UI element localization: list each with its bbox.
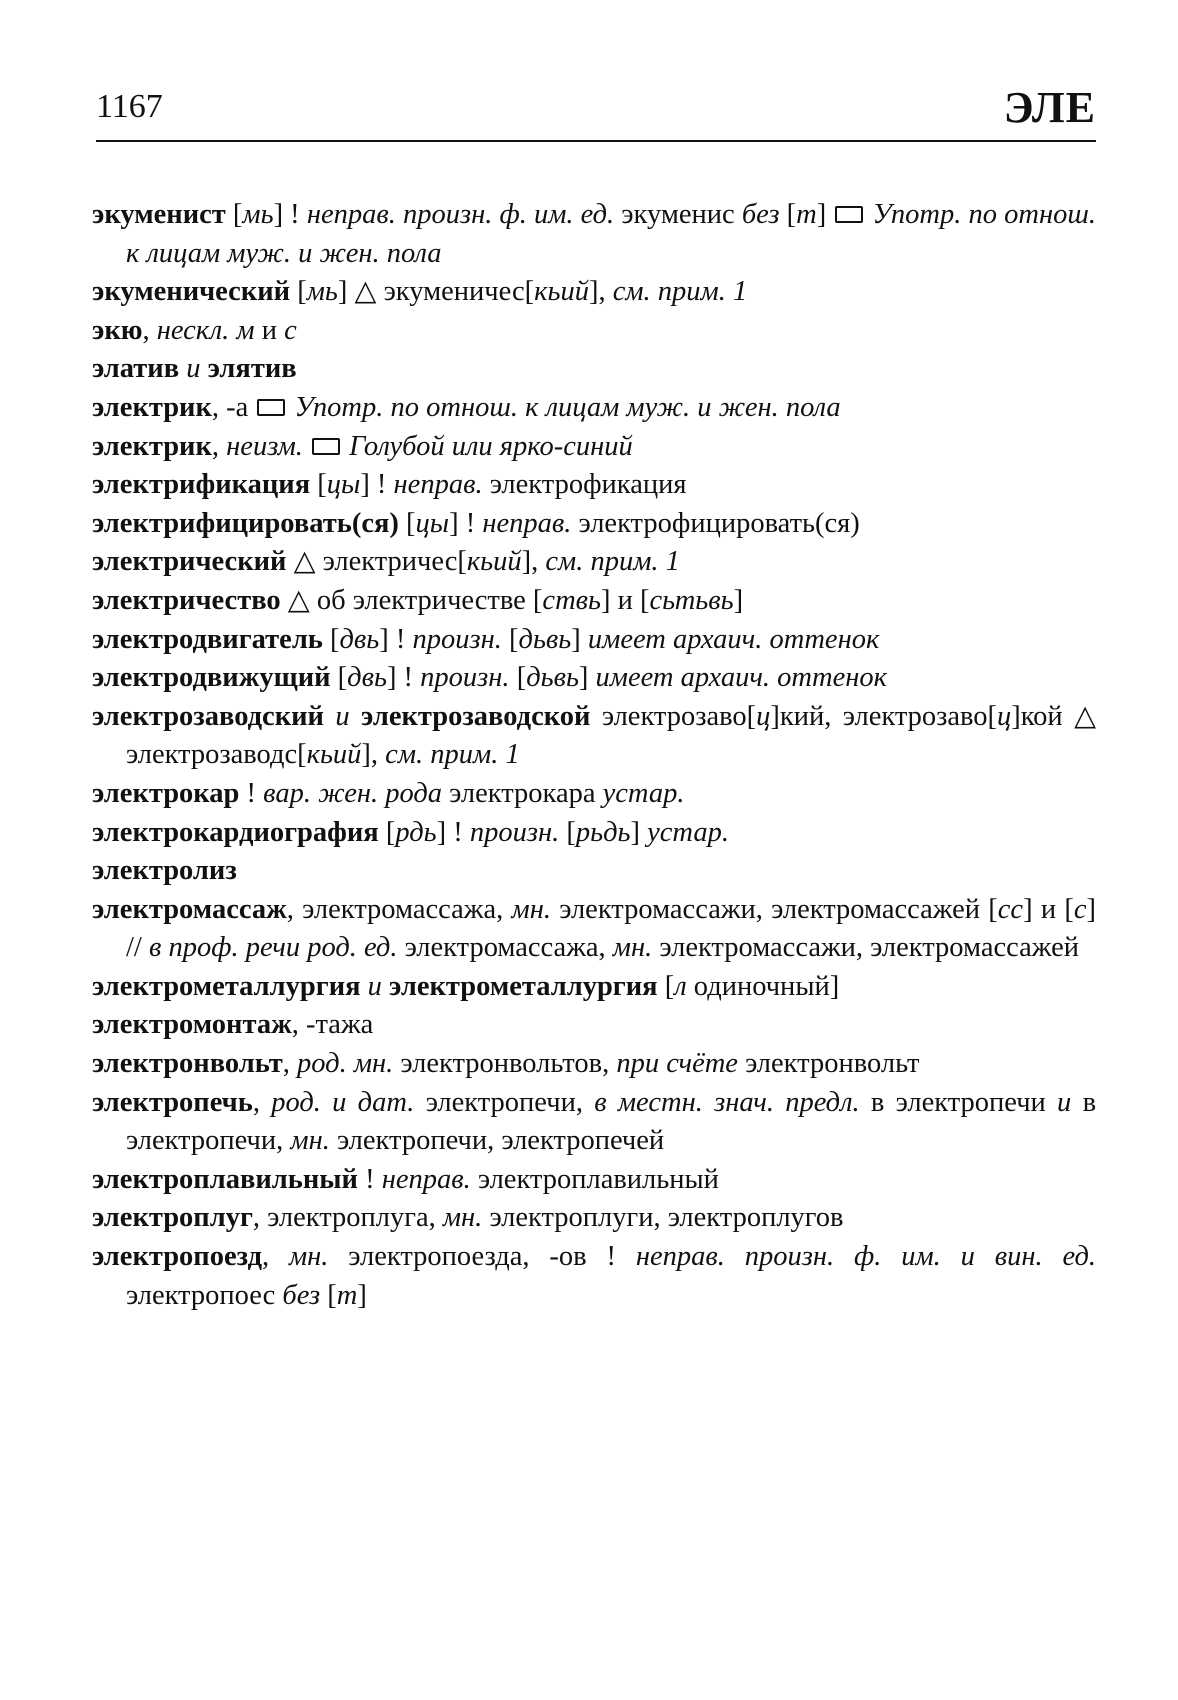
entry-text: ] и [ xyxy=(1023,893,1074,925)
dictionary-entry xyxy=(92,312,1096,351)
entry-text: [ xyxy=(559,816,576,848)
label-italic: неправ. произн. ф. им. ед. xyxy=(306,199,615,230)
label-italic: с xyxy=(1073,893,1087,925)
entry-text: ] // xyxy=(126,893,1096,964)
label-italic: и xyxy=(360,970,390,1002)
label-italic: в местн. знач. предл. xyxy=(594,1086,860,1118)
entry-text: ], xyxy=(361,739,386,771)
label-italic: в проф. речи род. ед. xyxy=(148,932,398,964)
entry-text: ] ! xyxy=(449,507,483,539)
entry-text: [ xyxy=(657,970,675,1002)
headword: электромассаж xyxy=(92,893,287,925)
entry-text: ] и [ xyxy=(601,584,650,616)
entry-text: одиночный] xyxy=(686,970,840,1002)
entry-text: ]кий, электрозаво[ xyxy=(770,700,998,732)
label-italic: ц xyxy=(756,700,771,732)
usage-note-box-icon xyxy=(835,206,863,223)
dictionary-entries xyxy=(92,196,1096,1315)
headword: электрический xyxy=(92,546,287,578)
label-italic: Употр. по отнош. к лицам муж. и жен. пола xyxy=(126,199,1096,269)
entry-text: ], xyxy=(588,276,613,308)
headword: электрокардиография xyxy=(92,816,379,848)
label-italic: неизм. xyxy=(226,430,303,462)
dictionary-entry xyxy=(92,775,1096,814)
dictionary-entry xyxy=(92,891,1096,968)
label-italic: цы xyxy=(326,469,361,501)
label-italic: т xyxy=(336,1279,358,1311)
label-italic: см. прим. 1 xyxy=(612,276,748,308)
label-italic: ц xyxy=(997,700,1012,732)
entry-text: [ xyxy=(225,199,243,230)
entry-text: ] ! xyxy=(386,662,421,694)
headword: электропечь xyxy=(92,1086,253,1118)
label-italic: мн. xyxy=(612,932,653,964)
headword: электронвольт xyxy=(92,1048,283,1080)
entry-text: [ xyxy=(322,623,340,655)
headword: электромонтаж xyxy=(92,1009,292,1041)
label-italic: имеет архаич. оттенок xyxy=(595,662,887,694)
label-italic: с xyxy=(284,314,297,346)
entry-text: электрофицировать(ся) xyxy=(571,507,860,539)
entry-text: [ xyxy=(509,662,527,694)
label-italic: род. и дат. xyxy=(271,1086,415,1118)
dictionary-entry xyxy=(92,273,1096,312)
entry-text: ] xyxy=(578,662,596,694)
entry-text: ] xyxy=(733,584,744,616)
dictionary-entry xyxy=(92,1199,1096,1238)
entry-text: электромассажа, xyxy=(397,932,613,964)
entry-text: [ xyxy=(398,507,416,539)
label-italic: мн. xyxy=(290,1125,330,1157)
entry-text: , xyxy=(252,1086,272,1118)
label-italic: без xyxy=(282,1279,321,1311)
entry-text: электропоес xyxy=(126,1279,283,1311)
entry-text: электропоезда, -ов ! xyxy=(328,1241,636,1273)
entry-text: ] ! xyxy=(360,469,394,501)
label-italic: нескл. м xyxy=(156,314,255,346)
label-italic: имеет архаич. оттенок xyxy=(587,623,880,655)
entry-text: электрокара xyxy=(442,777,603,809)
headword: электрификация xyxy=(92,469,311,501)
entry-text: [ xyxy=(378,816,396,848)
label-italic: дьвь xyxy=(526,662,579,694)
headword: элятив xyxy=(207,353,297,385)
entry-text: [ xyxy=(320,1279,337,1311)
entry-text: ] xyxy=(571,623,588,655)
label-italic: кьий xyxy=(306,739,362,771)
dictionary-entry xyxy=(92,814,1096,853)
entry-text: ] xyxy=(816,199,834,230)
entry-text: электронвольтов, xyxy=(393,1048,617,1080)
dictionary-entry xyxy=(92,852,1096,891)
label-italic: Голубой или ярко-синий xyxy=(342,430,633,462)
dictionary-entry xyxy=(92,1238,1096,1315)
dictionary-entry xyxy=(92,505,1096,544)
headword: электрик xyxy=(92,430,212,462)
entry-text: электромассажи, электромассажей xyxy=(652,932,1079,964)
running-head: ЭЛЕ xyxy=(1003,83,1096,132)
dictionary-entry xyxy=(92,698,1096,775)
label-italic: устар. xyxy=(647,816,729,848)
label-italic: мь xyxy=(242,199,274,230)
label-italic: л xyxy=(674,970,687,1002)
label-italic: ствь xyxy=(542,584,601,616)
entry-text: ] ! xyxy=(273,199,307,230)
headword: электрик xyxy=(92,391,212,423)
dictionary-entry xyxy=(92,1006,1096,1045)
entry-text: [ xyxy=(310,469,327,501)
label-italic: кьий xyxy=(466,546,522,578)
entry-text: электропечи, электропечей xyxy=(329,1125,665,1157)
headword: экуменический xyxy=(92,276,291,308)
headword: электропоезд xyxy=(92,1241,262,1273)
dictionary-entry xyxy=(92,350,1096,389)
dictionary-entry xyxy=(92,196,1096,273)
entry-text: , xyxy=(142,314,157,346)
entry-text: △ электричес[ xyxy=(286,546,467,578)
label-italic: цы xyxy=(415,507,450,539)
entry-text: [ xyxy=(290,276,307,308)
entry-text: , электромассажа, xyxy=(286,893,512,925)
dictionary-entry xyxy=(92,659,1096,698)
entry-text: экуменис xyxy=(614,199,742,230)
label-italic: кьий xyxy=(534,276,589,308)
headword: электричество xyxy=(92,584,281,616)
entry-text: , xyxy=(211,430,227,462)
label-italic: и xyxy=(179,353,208,385)
dictionary-entry xyxy=(92,582,1096,621)
dictionary-entry xyxy=(92,1045,1096,1084)
entry-text: в электропечи, xyxy=(126,1086,1097,1157)
label-italic: см. прим. 1 xyxy=(385,739,520,771)
headword: электрозаводский xyxy=(92,700,324,732)
label-italic: рьдь xyxy=(575,816,631,848)
label-italic: т xyxy=(796,199,817,230)
usage-note-box-icon xyxy=(312,438,340,455)
label-italic: мь xyxy=(306,276,338,308)
label-italic: мн. xyxy=(288,1241,329,1273)
entry-text: ] ! xyxy=(436,816,470,848)
label-italic: неправ. произн. ф. им. и вин. ед. xyxy=(635,1241,1096,1273)
page-number: 1167 xyxy=(96,88,163,125)
label-italic: неправ. xyxy=(381,1163,471,1195)
headword: электрокар xyxy=(92,777,240,809)
entry-text: ! xyxy=(239,777,264,809)
label-italic: неправ. xyxy=(393,469,483,501)
entry-text xyxy=(303,431,310,462)
entry-text: △ об электричестве [ xyxy=(280,584,543,616)
headword: элатив xyxy=(92,353,180,385)
entry-text: , xyxy=(261,1241,289,1273)
entry-text: ! xyxy=(357,1163,382,1195)
entry-text: ] xyxy=(630,816,648,848)
label-italic: произн. xyxy=(420,662,510,694)
label-italic: вар. жен. рода xyxy=(263,777,443,809)
entry-text: электромассажи, электромассажей [ xyxy=(550,893,998,925)
label-italic: неправ. xyxy=(482,507,572,539)
headword: электрометаллургия xyxy=(389,970,658,1002)
entry-text: [ xyxy=(330,662,348,694)
page-header xyxy=(96,80,1096,142)
label-italic: устар. xyxy=(602,777,685,809)
entry-text: , -тажа xyxy=(291,1009,374,1041)
entry-text: электроплавильный xyxy=(470,1163,719,1195)
entry-text: , электроплуга, xyxy=(252,1202,443,1234)
headword: экю xyxy=(92,314,143,346)
entry-text: [ xyxy=(779,199,797,230)
entry-text: электрозаво[ xyxy=(590,700,757,732)
headword: электродвигатель xyxy=(92,623,323,655)
headword: электроплавильный xyxy=(92,1163,358,1195)
label-italic: род. мн. xyxy=(297,1048,394,1080)
headword: электрометаллургия xyxy=(92,970,361,1002)
entry-text: и xyxy=(254,314,285,346)
dictionary-entry xyxy=(92,428,1096,467)
headword: экуменист xyxy=(92,199,226,230)
label-italic: мн. xyxy=(511,893,551,925)
label-italic: и xyxy=(323,700,362,732)
label-italic: без xyxy=(741,199,780,230)
label-italic: сс xyxy=(997,893,1024,925)
label-italic: рдь xyxy=(395,816,437,848)
headword: электрозаводской xyxy=(361,700,591,732)
entry-text: электрофикация xyxy=(482,469,687,501)
entry-text: ]кой △ электрозаводс[ xyxy=(126,700,1097,771)
dictionary-entry xyxy=(92,543,1096,582)
entry-text: в электропечи xyxy=(859,1086,1058,1118)
usage-note-box-icon xyxy=(257,399,285,416)
headword: электродвижущий xyxy=(92,662,331,694)
entry-text: электронвольт xyxy=(737,1048,920,1080)
label-italic: произн. xyxy=(412,623,502,655)
headword: электроплуг xyxy=(92,1202,253,1234)
label-italic: двь xyxy=(339,623,380,655)
entry-text: ] △ экуменичес[ xyxy=(337,276,535,308)
entry-text: [ xyxy=(501,623,519,655)
label-italic: сьтьвь xyxy=(649,584,734,616)
dictionary-entry xyxy=(92,1161,1096,1200)
label-italic: Употр. по отнош. к лицам муж. и жен. пола xyxy=(287,391,841,423)
dictionary-entry xyxy=(92,621,1096,660)
dictionary-entry xyxy=(92,389,1096,428)
entry-text: электропечи, xyxy=(414,1086,595,1118)
dictionary-entry xyxy=(92,466,1096,505)
label-italic: и xyxy=(1057,1086,1072,1118)
entry-text: ], xyxy=(521,546,546,578)
label-italic: мн. xyxy=(442,1202,483,1234)
entry-text: электроплуги, электроплугов xyxy=(482,1202,844,1234)
label-italic: см. прим. 1 xyxy=(545,546,680,578)
headword: электролиз xyxy=(92,855,237,887)
dictionary-entry xyxy=(92,968,1096,1007)
label-italic: двь xyxy=(347,662,387,694)
dictionary-entry xyxy=(92,1084,1096,1161)
entry-text: , xyxy=(282,1048,298,1080)
label-italic: дьвь xyxy=(518,623,572,655)
entry-text: ] xyxy=(357,1279,367,1311)
label-italic: при счёте xyxy=(616,1048,738,1080)
entry-text: ] ! xyxy=(379,623,413,655)
label-italic: произн. xyxy=(469,816,560,848)
entry-text: , -а xyxy=(211,391,256,423)
headword: электрифицировать(ся) xyxy=(92,507,399,539)
